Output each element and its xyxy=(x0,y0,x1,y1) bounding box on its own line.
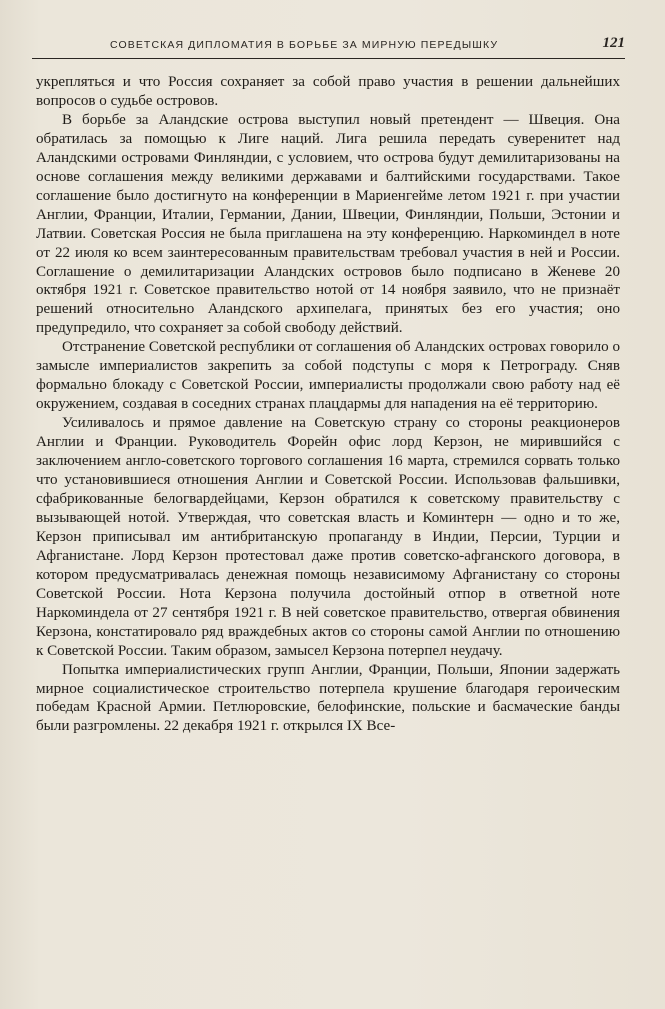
paragraph: В борьбе за Аландские острова выступил новый претендент — Швеция. Она обратилась за помощью к Лиге наций. Лига решила передать суверенитет над Аландскими островами Финляндии, с условием, что острова будут демилитаризованы на основе соглашения между великими державами и балтийскими государствами. Такое соглашение было достигнуто на конференции в Мариенгейме летом 1921 г. при участии Англии, Франции, Италии, Германии, Дании, Швеции, Финляндии, Польши, Эстонии и Латвии. Советская Россия не была приглашена на эту конференцию. Наркоминдел в ноте от 22 июля ко всем заинтересованным правительствам требовал участия в ней и России. Соглашение о демилитаризации Аландских островов было подписано в Женеве 20 октября 1921 г. Советское правительство нотой от 14 ноября заявило, что не признаёт решений относительно Аландского архипелага, принятых без его участия; оно предупредило, что сохраняет за собой свободу действий. xyxy=(36,111,620,337)
page-number: 121 xyxy=(602,35,625,51)
body-text xyxy=(36,73,620,736)
paragraph: Попытка империалистических групп Англии, Франции, Польши, Японии задержать мирное социалистическое строительство потерпела крушение благодаря героическим победам Красной Армии. Петлюровские, белофинские, польские и басмаческие банды были разгромлены. 22 декабря 1921 г. открылся IX Все- xyxy=(36,661,620,735)
paragraph: Усиливалось и прямое давление на Советскую страну со стороны реакционеров Англии и Франции. Руководитель Форейн офис лорд Керзон, не мирившийся с заключением англо-советского торгового соглашения 16 марта, стремился сорвать только что установившиеся отношения Англии и Советской России. Использовав фальшивки, сфабрикованные белогвардейцами, Керзон обратился к советскому правительству с вызывающей нотой. Утверждая, что советская власть и Коминтерн — одно и то же, Керзон приписывал им антибританскую пропаганду в Индии, Персии, Турции и Афганистане. Лорд Керзон протестовал даже против советско-афганского договора, в котором предусматривалась денежная помощь независимому Афганистану со стороны Советской России. Нота Керзона получила достойный отпор в ответной ноте Наркоминдела от 27 сентября 1921 г. В ней советское правительство, отвергая обвинения Керзона, констатировало ряд враждебных актов со стороны самой Англии по отношению к Советской России. Таким образом, замысел Керзона потерпел неудачу. xyxy=(36,415,620,659)
paragraph: Отстранение Советской республики от соглашения об Аландских островах говорило о замысле империалистов закрепить за собой подступы с моря к Петрограду. Сняв формально блокаду с Советской России, империалисты продолжали свою работу над её окружением, создавая в соседних странах плацдармы для нападения на её территорию. xyxy=(36,339,620,413)
running-title: СОВЕТСКАЯ ДИПЛОМАТИЯ В БОРЬБЕ ЗА МИРНУЮ ПЕРЕДЫШКУ xyxy=(110,39,499,51)
running-header xyxy=(32,32,625,59)
paragraph: укрепляться и что Россия сохраняет за собой право участия в решении дальнейших вопросов о судьбе островов. xyxy=(36,74,620,109)
